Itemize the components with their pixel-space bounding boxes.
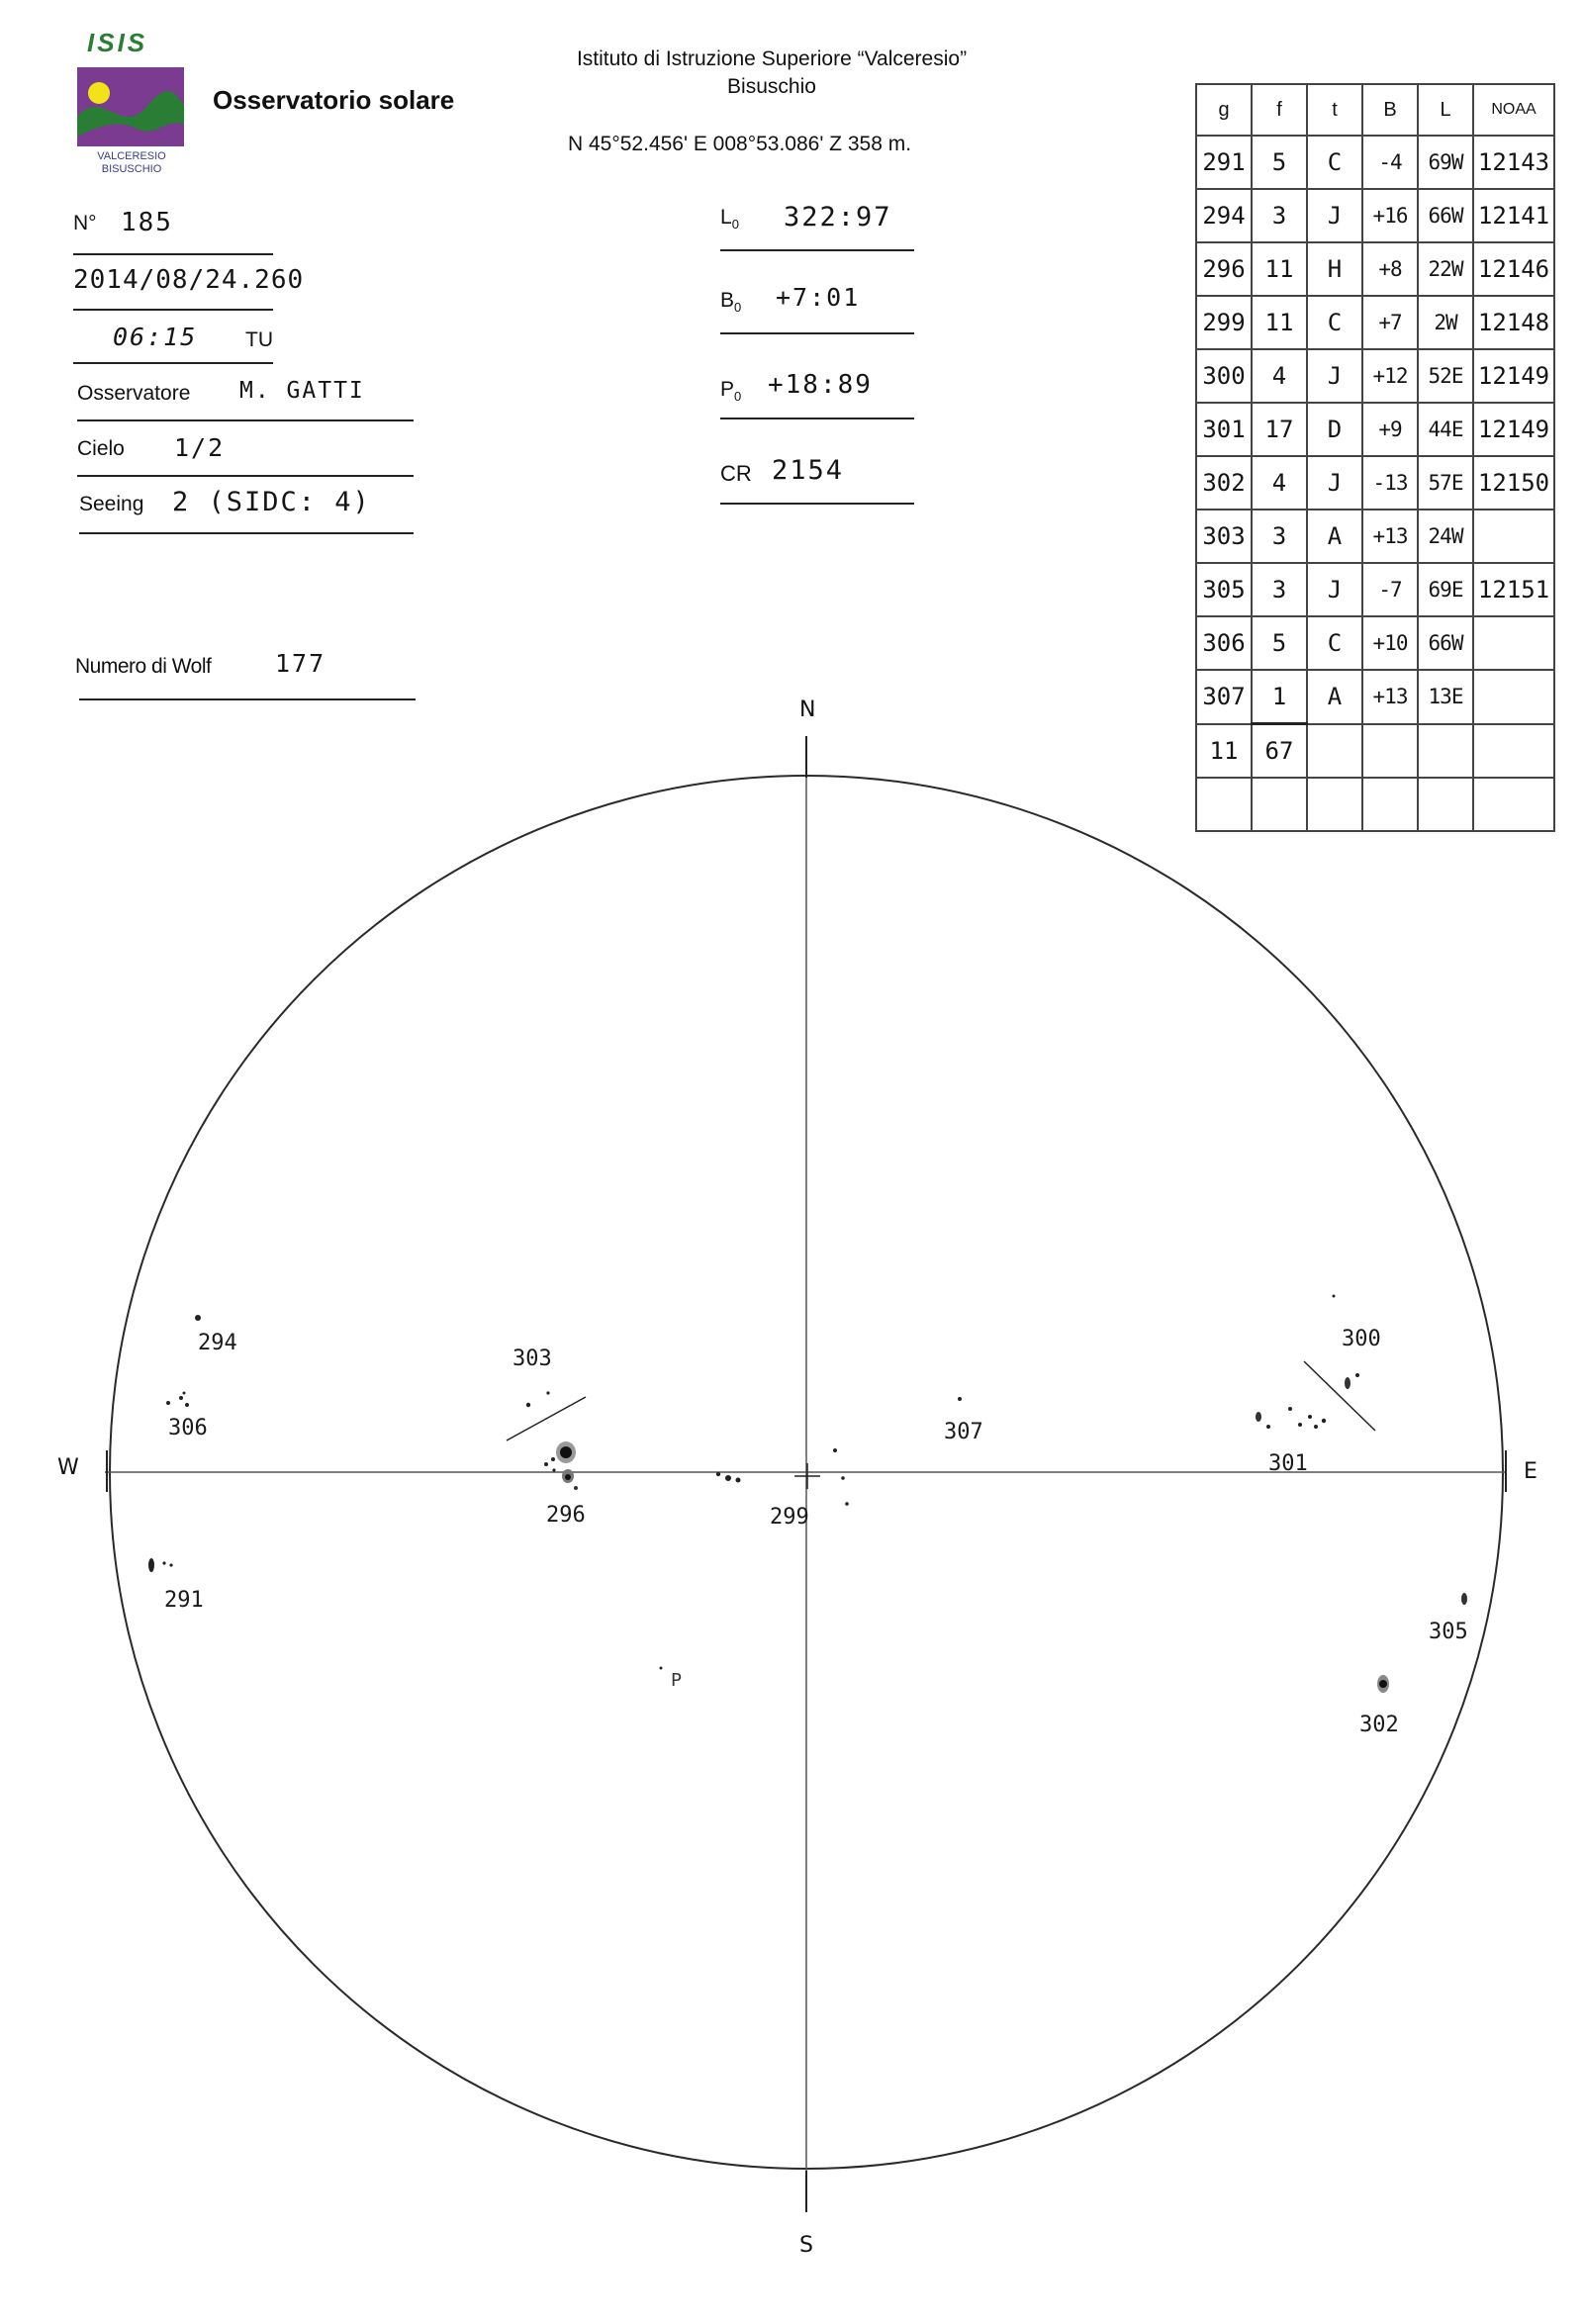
cell-t: J xyxy=(1307,189,1362,242)
spot-296-c xyxy=(565,1474,571,1480)
spot-291-c xyxy=(169,1563,172,1566)
spot-307 xyxy=(958,1397,962,1401)
institute-name: Istituto di Istruzione Superiore “Valceresio” xyxy=(576,47,968,70)
header-f: f xyxy=(1252,84,1307,136)
header-g: g xyxy=(1196,84,1252,136)
spot-301-e xyxy=(1308,1415,1312,1419)
cell-g: 300 xyxy=(1196,349,1252,403)
cell-b: +8 xyxy=(1362,242,1418,296)
spot-306-d xyxy=(183,1392,186,1395)
cell-f: 5 xyxy=(1252,616,1307,670)
cell-l: 52E xyxy=(1418,349,1473,403)
cell-b: +9 xyxy=(1362,403,1418,456)
cell-b: +12 xyxy=(1362,349,1418,403)
wolf-label: Numero di Wolf xyxy=(75,655,212,678)
cell-f: 11 xyxy=(1252,242,1307,296)
cell-b: -13 xyxy=(1362,456,1418,510)
group-label-307: 307 xyxy=(944,1420,983,1444)
spot-291-a xyxy=(148,1558,154,1572)
cr-value: 2154 xyxy=(772,455,845,486)
date-value: 2014/08/24.260 xyxy=(73,265,305,295)
cell-f: 3 xyxy=(1252,510,1307,563)
pole-dot xyxy=(660,1667,663,1670)
cell-l: 22W xyxy=(1418,242,1473,296)
spot-306-a xyxy=(166,1401,170,1405)
time-unit: TU xyxy=(245,328,273,351)
cell-f: 3 xyxy=(1252,563,1307,616)
cell-b: +16 xyxy=(1362,189,1418,242)
cell-l: 69E xyxy=(1418,563,1473,616)
l0-label: $L_0$ xyxy=(720,206,739,232)
south-label: S xyxy=(799,2233,813,2258)
cell-noaa: 12150 xyxy=(1473,456,1554,510)
cell-l: 66W xyxy=(1418,189,1473,242)
cell-g: 303 xyxy=(1196,510,1252,563)
cell-t: D xyxy=(1307,403,1362,456)
cell-f: 4 xyxy=(1252,456,1307,510)
location-coordinates: N 45°52.456' E 008°53.086' Z 358 m. xyxy=(568,133,912,155)
cell-t: C xyxy=(1307,136,1362,189)
spot-296-umbra xyxy=(560,1446,572,1458)
spot-301-g xyxy=(1322,1419,1326,1423)
cell-l: 13E xyxy=(1418,670,1473,724)
seeing-label: Seeing xyxy=(79,493,144,515)
cell-g: 307 xyxy=(1196,670,1252,724)
cell-f: 11 xyxy=(1252,296,1307,349)
cell-noaa: 12149 xyxy=(1473,403,1554,456)
spot-303-b xyxy=(546,1391,549,1394)
cell-g: 296 xyxy=(1196,242,1252,296)
spot-296-g xyxy=(552,1468,555,1471)
cell-noaa: 12143 xyxy=(1473,136,1554,189)
group-label-296: 296 xyxy=(546,1503,586,1528)
group-label-303: 303 xyxy=(512,1347,552,1371)
cell-f: 3 xyxy=(1252,189,1307,242)
cell-g: 291 xyxy=(1196,136,1252,189)
cell-b: +13 xyxy=(1362,510,1418,563)
group-label-294: 294 xyxy=(198,1331,237,1355)
number-value: 185 xyxy=(121,208,173,237)
header-b: B xyxy=(1362,84,1418,136)
cell-t: C xyxy=(1307,616,1362,670)
logo-subtitle-1: VALCERESIO xyxy=(97,150,166,162)
cell-g: 301 xyxy=(1196,403,1252,456)
cell-g: 306 xyxy=(1196,616,1252,670)
spot-305 xyxy=(1461,1593,1467,1605)
spot-291-b xyxy=(162,1561,165,1564)
cell-f: 1 xyxy=(1252,670,1307,724)
institute-town: Bisuschio xyxy=(727,75,816,98)
spot-300-c xyxy=(1355,1373,1359,1377)
cell-f: 5 xyxy=(1252,136,1307,189)
cell-g: 302 xyxy=(1196,456,1252,510)
cell-b: +10 xyxy=(1362,616,1418,670)
cell-t: J xyxy=(1307,563,1362,616)
spot-303-a xyxy=(526,1403,530,1407)
total-spots: 67 xyxy=(1252,724,1307,779)
spot-301-f xyxy=(1314,1425,1318,1429)
spot-294 xyxy=(195,1315,201,1321)
cell-noaa: 12141 xyxy=(1473,189,1554,242)
b0-value: +7:01 xyxy=(776,283,861,312)
group-label-302: 302 xyxy=(1359,1713,1399,1737)
north-label: N xyxy=(799,697,816,722)
p0-value: +18:89 xyxy=(768,370,873,400)
cell-t: J xyxy=(1307,456,1362,510)
cr-label: CR xyxy=(720,461,752,486)
spot-299-a xyxy=(716,1472,720,1476)
group-label-300: 300 xyxy=(1342,1327,1381,1351)
cell-b: -7 xyxy=(1362,563,1418,616)
spot-300-b xyxy=(1345,1377,1350,1389)
group-303-orientation-line xyxy=(507,1397,586,1441)
spot-306-c xyxy=(185,1403,189,1407)
cell-f: 17 xyxy=(1252,403,1307,456)
group-label-306: 306 xyxy=(168,1416,208,1441)
west-label: W xyxy=(57,1455,79,1480)
cell-l: 69W xyxy=(1418,136,1473,189)
logo-text: ISIS xyxy=(87,28,148,57)
cell-g: 299 xyxy=(1196,296,1252,349)
spot-299-f xyxy=(845,1502,849,1506)
cell-t: A xyxy=(1307,510,1362,563)
spot-301-a xyxy=(1256,1412,1261,1422)
spot-299-e xyxy=(841,1476,845,1480)
cell-l: 2W xyxy=(1418,296,1473,349)
cell-l: 66W xyxy=(1418,616,1473,670)
spot-301-b xyxy=(1266,1425,1270,1429)
cell-noaa: 12146 xyxy=(1473,242,1554,296)
spot-296-d xyxy=(574,1486,578,1490)
seeing-value: 2 (SIDC: 4) xyxy=(172,487,371,517)
group-label-299: 299 xyxy=(770,1505,809,1530)
cell-l: 57E xyxy=(1418,456,1473,510)
spot-301-d xyxy=(1298,1423,1302,1427)
cell-b: +13 xyxy=(1362,670,1418,724)
cell-t: J xyxy=(1307,349,1362,403)
b0-label: $B_0$ xyxy=(720,289,742,316)
cell-g: 294 xyxy=(1196,189,1252,242)
time-value: 06:15 xyxy=(113,323,198,351)
cell-noaa: 12148 xyxy=(1473,296,1554,349)
group-300-orientation-line xyxy=(1304,1361,1375,1431)
spot-306-b xyxy=(179,1396,183,1400)
cell-t: H xyxy=(1307,242,1362,296)
spot-301-c xyxy=(1288,1407,1292,1411)
spot-299-b xyxy=(725,1475,731,1481)
group-label-291: 291 xyxy=(164,1588,204,1613)
wolf-value: 177 xyxy=(275,649,326,678)
group-label-301: 301 xyxy=(1268,1451,1308,1476)
l0-value: 322:97 xyxy=(784,202,892,232)
cell-t: A xyxy=(1307,670,1362,724)
spot-299-d xyxy=(833,1448,837,1452)
header-noaa: NOAA xyxy=(1473,84,1554,136)
observer-label: Osservatore xyxy=(77,382,191,405)
spot-296-f xyxy=(551,1457,555,1461)
cell-noaa: 12149 xyxy=(1473,349,1554,403)
cell-g: 305 xyxy=(1196,563,1252,616)
group-label-305: 305 xyxy=(1429,1620,1468,1644)
number-label: N° xyxy=(73,212,97,234)
sky-value: 1/2 xyxy=(174,433,226,462)
total-groups: 11 xyxy=(1196,724,1252,779)
header-t: t xyxy=(1307,84,1362,136)
pole-mark-label: P xyxy=(671,1670,682,1691)
p0-label: $P_0$ xyxy=(720,378,742,405)
east-label: E xyxy=(1524,1459,1537,1484)
cell-b: +7 xyxy=(1362,296,1418,349)
cell-b: -4 xyxy=(1362,136,1418,189)
sky-label: Cielo xyxy=(77,437,125,460)
cell-noaa: 12151 xyxy=(1473,563,1554,616)
cell-l: 24W xyxy=(1418,510,1473,563)
spot-302-umbra xyxy=(1379,1680,1387,1688)
logo-subtitle-2: BISUSCHIO xyxy=(101,163,162,175)
spot-296-e xyxy=(544,1462,548,1466)
spot-299-c xyxy=(736,1478,741,1483)
cell-t: C xyxy=(1307,296,1362,349)
cell-l: 44E xyxy=(1418,403,1473,456)
header-l: L xyxy=(1418,84,1473,136)
observatory-title: Osservatorio solare xyxy=(213,85,455,115)
observer-value: M. GATTI xyxy=(239,378,365,404)
cell-f: 4 xyxy=(1252,349,1307,403)
spot-300-a xyxy=(1333,1295,1336,1298)
